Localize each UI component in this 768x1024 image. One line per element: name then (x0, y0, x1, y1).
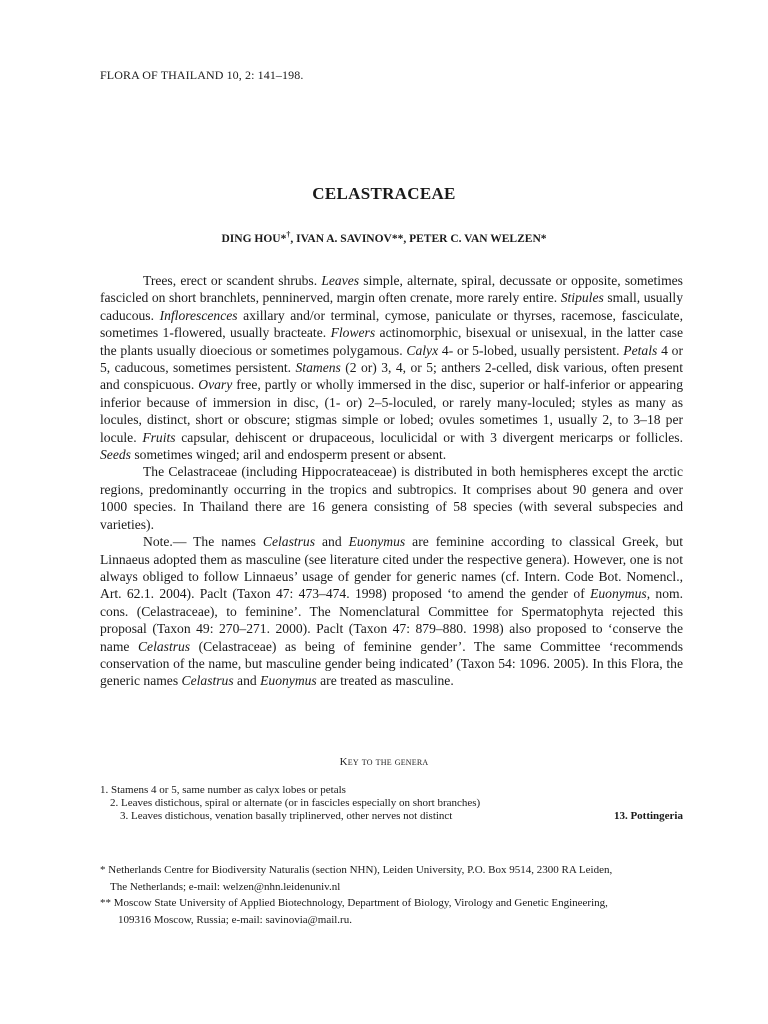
italic-term: Stamens (295, 360, 341, 376)
italic-term: Celastrus (181, 673, 234, 689)
text-run: simple, alternate, spiral, decussate or opposite, sometimes fascicled on short branchlets, penninerved, margin often crenate, more rarely entire. (100, 273, 683, 306)
key-row-1 (100, 784, 683, 797)
italic-term: Leaves (321, 273, 360, 288)
italic-term: Celastrus (262, 534, 316, 550)
text-run: small, usually caducous. (100, 290, 683, 323)
page-title: CELASTRACEAE (312, 184, 456, 203)
italic-term: Petals (623, 342, 658, 358)
text-run: , nom. cons. (Celastraceae), to feminine’. The Nomenclatural Committee for Spermatophyta rejected this proposal (Taxon 49: 270–271. 2000). Paclt (Taxon 47: 879–880. 1998) also proposed to ‘conserve the name (100, 586, 683, 654)
footnote-line: * Netherlands Centre for Biodiversity Naturalis (section NHN), Leiden University, P.O. Box 9514, 2300 RA Leiden, (100, 864, 613, 876)
text-run: are treated as masculine. (316, 673, 454, 689)
running-head: FLORA OF THAILAND 10, 2: 141–198. (100, 68, 304, 82)
text-run: and (315, 534, 349, 550)
footnote-affiliation-2 (100, 895, 683, 928)
text-run: and (233, 673, 261, 689)
italic-term: Fruits (142, 429, 176, 445)
authors-line (0, 230, 768, 245)
italic-term: Seeds (100, 447, 131, 463)
distribution-paragraph (100, 463, 683, 533)
footnotes (100, 862, 683, 928)
text-run: Note.— The names (143, 534, 263, 550)
italic-term: Celastrus (137, 638, 191, 654)
text-run: (Celastraceae) as being of feminine gender’. The same Committee ‘recommends conservation of the name, but masculine gender being indicated’ (Taxon 54: 1096. 2005). In this Flora, the generic names (100, 638, 683, 689)
footnote-affiliation-1 (100, 862, 683, 895)
nomenclature-note-paragraph (100, 533, 683, 690)
dagger-mark: † (286, 230, 291, 239)
footnote-line: The Netherlands; e-mail: welzen@nhn.leidenuniv.nl (110, 880, 341, 893)
text-run: actinomorphic, bisexual or unisexual, in the latter case the plants usually dioecious or sometimes polygamous. (100, 325, 683, 358)
italic-term: Euonymus (348, 534, 406, 550)
body-text (100, 272, 683, 690)
italic-term: Stipules (560, 290, 604, 306)
text-run: are feminine according to classical Greek, but Linnaeus adopted them as masculine (see literature cited under the respective genera). However, one is not always obliged to follow Linnaeus’ usage of gender for generic names (cf. Intern. Code Bot. Nomencl., Art. 62.1. 2004). Paclt (Taxon 47: 473–474. 1998) proposed ‘to amend the gender of (100, 534, 683, 602)
author-ding-hou: DING HOU* (221, 232, 287, 245)
key-row-text: 2. Leaves distichous, spiral or alternate (or in fascicles especially on short branches) (110, 797, 481, 809)
description-paragraph (100, 272, 683, 463)
text-run: Trees, erect or scandent shrubs. (143, 273, 322, 288)
key-result-genus: 13. Pottingeria (613, 810, 683, 822)
italic-term: Inflorescences (159, 307, 238, 323)
text-run: 4 or 5, caducous, sometimes persistent. (100, 342, 684, 376)
text-run: 4- or 5-lobed, usually persistent. (438, 342, 624, 358)
text-run: free, partly or wholly immersed in the disc, superior or half-inferior or appearing inferior because of immersion in disc, (1- or) 2–5-loculed, or rarely many-loculed; styles as many as locules, distinct, short or obscure; stigmas simple or lobed; ovules sometimes 1, usually 2, to 3–18 per locule. (100, 377, 684, 445)
footnote-line: ** Moscow State University of Applied Biotechnology, Department of Biology, Virology and Genetic Engineering, (100, 897, 608, 909)
text-run: capsular, dehiscent or drupaceous, loculicidal or with 3 divergent mericarps or follicles. (175, 429, 683, 445)
key-row-3 (100, 810, 683, 823)
key-row-text: 3. Leaves distichous, venation basally triplinerved, other nerves not distinct (120, 810, 453, 822)
key-heading: Key to the genera (339, 756, 429, 768)
italic-term: Euonymus (260, 673, 317, 689)
italic-term: Flowers (330, 325, 376, 341)
key-row-text: 1. Stamens 4 or 5, same number as calyx lobes or petals (100, 784, 346, 796)
italic-term: Calyx (406, 342, 439, 358)
italic-term: Euonymus (590, 586, 647, 602)
italic-term: Ovary (198, 377, 233, 393)
text-run: The Celastraceae (including Hippocrateaceae) is distributed in both hemispheres except the arctic regions, predominantly occurring in the tropics and subtropics. It comprises about 90 genera and over 1000 species. In Thailand there are 16 genera consisting of 58 species (with several subspecies and varieties). (100, 464, 683, 532)
key-row-2 (100, 797, 683, 810)
genera-key (100, 784, 683, 823)
footnote-line: 109316 Moscow, Russia; e-mail: savinovia@mail.ru. (118, 913, 352, 926)
text-run: sometimes winged; aril and endosperm present or absent. (130, 447, 447, 463)
other-authors: , IVAN A. SAVINOV**, PETER C. VAN WELZEN* (290, 232, 547, 245)
text-run: (2 or) 3, 4, or 5; anthers 2-celled, disk various, often present and conspicuous. (100, 360, 683, 393)
text-run: axillary and/or terminal, cymose, paniculate or thyrses, racemose, fasciculate, sometimes 1-flowered, usually bracteate. (100, 307, 683, 341)
